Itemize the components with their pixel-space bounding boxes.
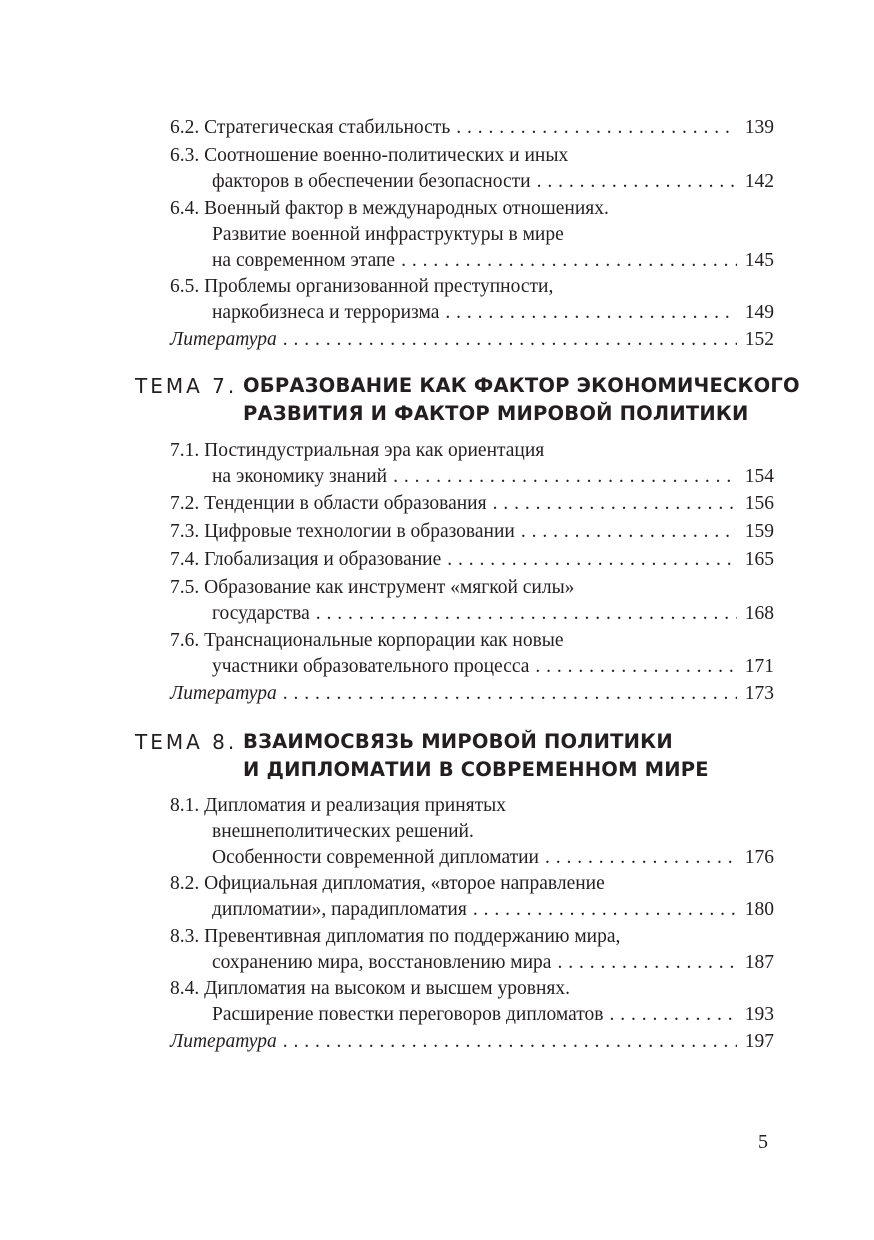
entry-title-cont: государства <box>212 603 310 624</box>
toc-entry-8-4 <box>170 976 774 1028</box>
toc-entry-7-6 <box>170 628 774 680</box>
entry-title: 7.3. Цифровые технологии в образовании <box>170 521 515 542</box>
toc-literature-7 <box>170 681 774 707</box>
leader-dots <box>557 950 736 976</box>
leader-dots <box>401 248 737 274</box>
entry-page: 165 <box>744 549 774 570</box>
entry-title-cont: наркобизнеса и терроризма <box>212 302 440 323</box>
entry-title: 7.2. Тенденции в области образования <box>170 493 487 514</box>
toc-entry-8-2 <box>170 871 774 923</box>
leader-dots <box>493 491 737 517</box>
entry-page: 142 <box>744 171 774 192</box>
entry-title: 6.3. Соотношение военно-политических и иных <box>170 145 569 166</box>
toc-entry-7-2 <box>170 491 774 517</box>
toc-literature-6 <box>170 327 774 353</box>
entry-title-cont: на современном этапе <box>212 250 396 271</box>
entry-page: 149 <box>744 302 774 323</box>
leader-dots <box>283 681 737 707</box>
entry-title-cont: на экономику знаний <box>212 466 388 487</box>
toc-entry-8-1 <box>170 793 774 871</box>
leader-dots <box>316 601 737 627</box>
entry-title-cont: Особенности современной дипломатии <box>212 847 539 868</box>
leader-dots <box>537 169 737 195</box>
leader-dots <box>545 845 737 871</box>
entry-title-cont: внешнеполитических решений. <box>212 821 474 842</box>
entry-title: 8.1. Дипломатия и реализация принятых <box>170 795 506 816</box>
toc-entry-8-3 <box>170 924 774 976</box>
entry-page: 159 <box>744 521 774 542</box>
entry-title: 8.2. Официальная дипломатия, «второе направление <box>170 873 605 894</box>
entry-page: 193 <box>744 1004 774 1025</box>
literature-label: Литература <box>170 683 277 704</box>
page-number: 5 <box>758 1131 768 1153</box>
leader-dots <box>283 1029 737 1055</box>
leader-dots <box>456 115 737 141</box>
entry-title-cont: участники образовательного процесса <box>212 656 530 677</box>
entry-page: 145 <box>744 250 774 271</box>
leader-dots <box>521 519 737 545</box>
leader-dots <box>393 464 737 490</box>
topic-title-line2: РАЗВИТИЯ И ФАКТОР МИРОВОЙ ПОЛИТИКИ <box>243 402 749 425</box>
topic-label: ТЕМА 8. <box>135 730 238 754</box>
entry-title: 8.3. Превентивная дипломатия по поддержанию мира, <box>170 926 621 947</box>
topic-title-line1: ВЗАИМОСВЯЗЬ МИРОВОЙ ПОЛИТИКИ <box>243 730 673 753</box>
entry-title: 6.5. Проблемы организованной преступности, <box>170 276 554 297</box>
entry-page: 171 <box>744 656 774 677</box>
entry-page: 180 <box>744 899 774 920</box>
topic-title-line2: И ДИПЛОМАТИИ В СОВРЕМЕННОМ МИРЕ <box>243 758 709 781</box>
literature-label: Литература <box>170 329 277 350</box>
toc-entry-6-4 <box>170 196 774 274</box>
entry-title: 8.4. Дипломатия на высоком и высшем уровнях. <box>170 978 570 999</box>
entry-title: 6.2. Стратегическая стабильность <box>170 117 451 138</box>
entry-page: 173 <box>744 683 774 704</box>
entry-page: 139 <box>744 117 774 138</box>
entry-page: 154 <box>744 466 774 487</box>
leader-dots <box>535 654 736 680</box>
toc-entry-7-4 <box>170 547 774 573</box>
entry-page: 197 <box>744 1031 774 1052</box>
leader-dots <box>445 300 736 326</box>
leader-dots <box>283 327 737 353</box>
toc-entry-7-3 <box>170 519 774 545</box>
leader-dots <box>473 897 737 923</box>
entry-title-cont: дипломатии», парадипломатия <box>212 899 467 920</box>
topic-label: ТЕМА 7. <box>135 374 238 398</box>
entry-title-cont: факторов в обеспечении безопасности <box>212 171 531 192</box>
toc-literature-8 <box>170 1029 774 1055</box>
literature-label: Литература <box>170 1031 277 1052</box>
entry-page: 152 <box>744 329 774 350</box>
entry-page: 168 <box>744 603 774 624</box>
entry-title-cont: Развитие военной инфраструктуры в мире <box>212 224 564 245</box>
toc-entry-6-2 <box>170 115 774 141</box>
entry-title: 7.4. Глобализация и образование <box>170 549 442 570</box>
entry-title-cont: сохранению мира, восстановлению мира <box>212 952 552 973</box>
toc-entry-7-1 <box>170 438 774 490</box>
leader-dots <box>609 1002 736 1028</box>
entry-page: 176 <box>744 847 774 868</box>
leader-dots <box>447 547 736 573</box>
toc-entry-6-5 <box>170 274 774 326</box>
entry-title: 6.4. Военный фактор в международных отношениях. <box>170 198 609 219</box>
topic-title-line1: ОБРАЗОВАНИЕ КАК ФАКТОР ЭКОНОМИЧЕСКОГО <box>243 374 800 397</box>
entry-page: 187 <box>744 952 774 973</box>
entry-title: 7.6. Транснациональные корпорации как новые <box>170 630 564 651</box>
toc-entry-7-5 <box>170 575 774 627</box>
entry-title: 7.1. Постиндустриальная эра как ориентация <box>170 440 545 461</box>
toc-entry-6-3 <box>170 143 774 195</box>
entry-page: 156 <box>744 493 774 514</box>
entry-title: 7.5. Образование как инструмент «мягкой силы» <box>170 577 575 598</box>
entry-title-cont: Расширение повестки переговоров дипломатов <box>212 1004 604 1025</box>
